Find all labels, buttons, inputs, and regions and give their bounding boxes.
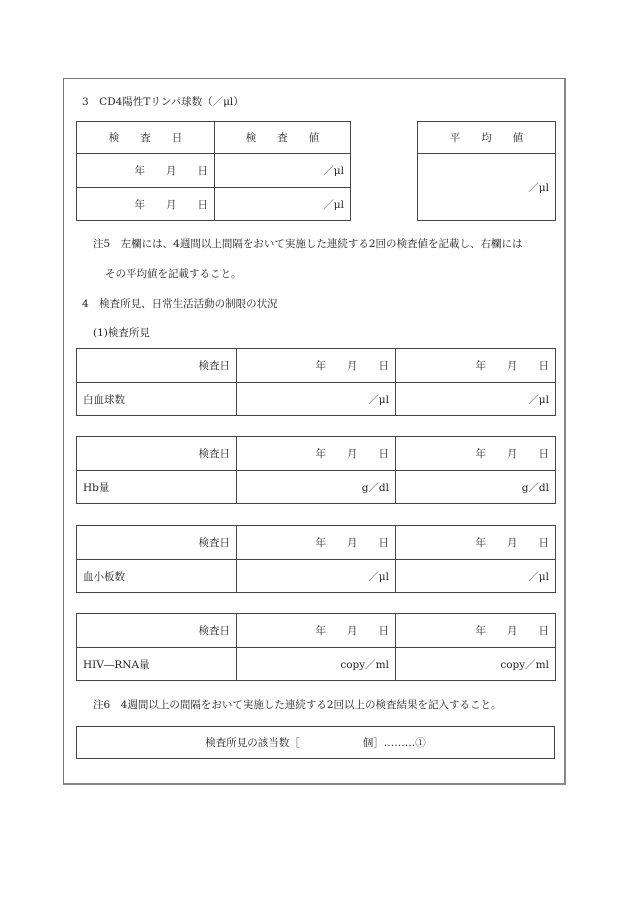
value-2[interactable]: copy／ml <box>396 648 556 681</box>
average-value[interactable]: ／μl <box>418 154 556 221</box>
value-1[interactable]: ／μl <box>237 560 396 593</box>
lab-table <box>76 613 556 681</box>
date-label: 検査日 <box>77 526 237 560</box>
cd4-date-1[interactable]: 年 月 日 <box>77 154 215 188</box>
date-2[interactable]: 年 月 日 <box>396 614 556 648</box>
date-label: 検査日 <box>77 437 237 471</box>
date-1[interactable]: 年 月 日 <box>237 437 396 471</box>
average-header: 平 均 値 <box>418 122 556 154</box>
date-2[interactable]: 年 月 日 <box>396 349 556 383</box>
date-label: 検査日 <box>77 614 237 648</box>
header-date: 検 査 日 <box>77 122 215 154</box>
cd4-value-2[interactable]: ／μl <box>215 188 351 221</box>
count-box-text: 検査所見の該当数［ 個］………① <box>205 737 426 749</box>
value-1[interactable]: ／μl <box>237 383 396 416</box>
section4-subtitle: (1)検査所見 <box>93 327 150 339</box>
count-box[interactable] <box>76 726 555 759</box>
date-2[interactable]: 年 月 日 <box>396 526 556 560</box>
date-1[interactable]: 年 月 日 <box>237 349 396 383</box>
item-label: HIV―RNA量 <box>77 648 237 681</box>
lab-table <box>76 525 556 593</box>
date-label: 検査日 <box>77 349 237 383</box>
note5-line1: 注5 左欄には、4週間以上間隔をおいて実施した連続する2回の検査値を記載し、右欄には <box>93 238 523 250</box>
cd4-table <box>76 121 351 221</box>
value-2[interactable]: g／dl <box>396 471 556 504</box>
value-1[interactable]: copy／ml <box>237 648 396 681</box>
date-1[interactable]: 年 月 日 <box>237 614 396 648</box>
note5-line2: その平均値を記載すること。 <box>105 268 242 280</box>
item-label: Hb量 <box>77 471 237 504</box>
date-2[interactable]: 年 月 日 <box>396 437 556 471</box>
average-table <box>417 121 556 221</box>
cd4-value-1[interactable]: ／μl <box>215 154 351 188</box>
value-1[interactable]: g／dl <box>237 471 396 504</box>
section3-title: 3 CD4陽性Tリンパ球数（／μl） <box>82 96 244 108</box>
date-1[interactable]: 年 月 日 <box>237 526 396 560</box>
lab-table <box>76 348 556 416</box>
value-2[interactable]: ／μl <box>396 560 556 593</box>
lab-table <box>76 436 556 504</box>
value-2[interactable]: ／μl <box>396 383 556 416</box>
header-value: 検 査 値 <box>215 122 351 154</box>
item-label: 血小板数 <box>77 560 237 593</box>
item-label: 白血球数 <box>77 383 237 416</box>
section4-title: 4 検査所見、日常生活活動の制限の状況 <box>82 298 278 310</box>
note6: 注6 4週間以上の間隔をおいて実施した連続する2回以上の検査結果を記入すること。 <box>93 699 502 711</box>
cd4-date-2[interactable]: 年 月 日 <box>77 188 215 221</box>
